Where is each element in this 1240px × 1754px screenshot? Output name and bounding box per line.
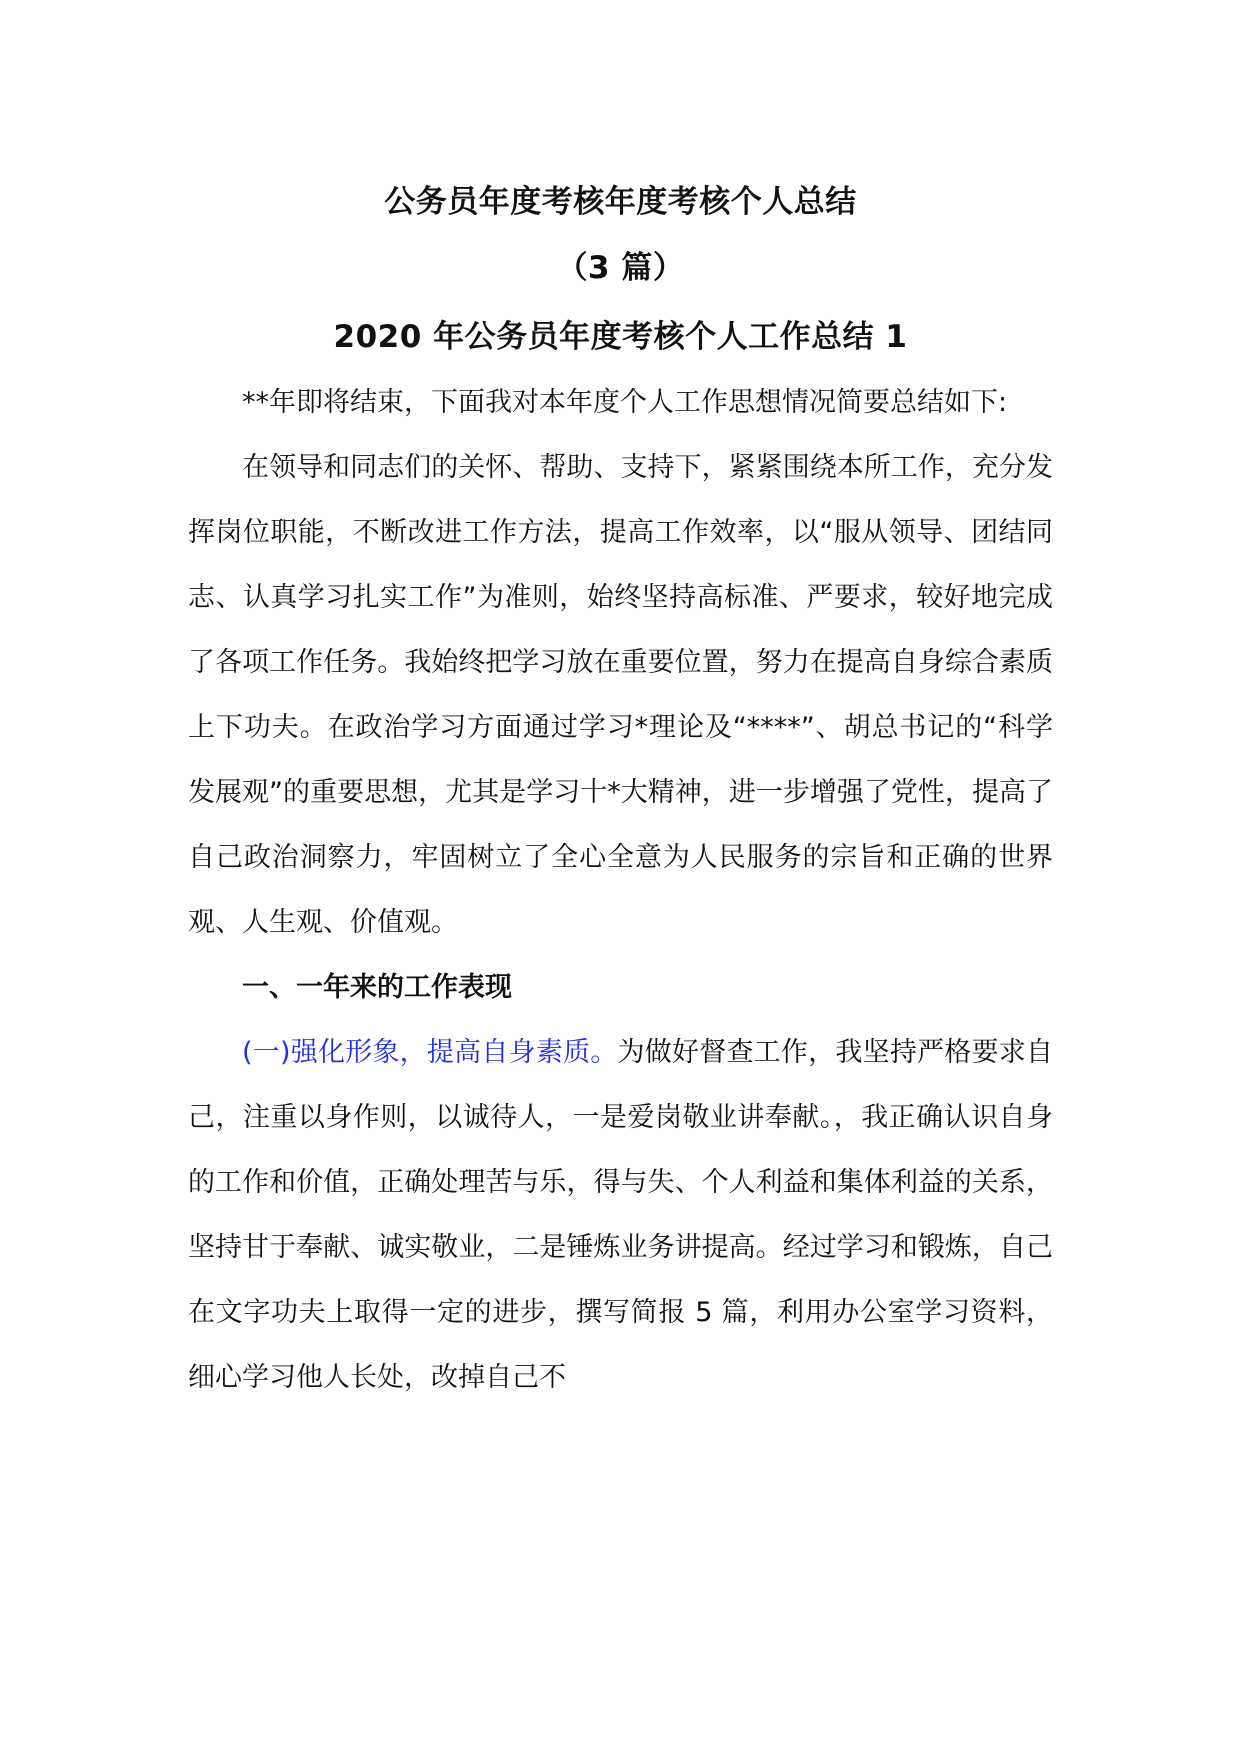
document-title: 公务员年度考核年度考核个人总结 — [384, 184, 857, 220]
paragraph-body: 为做好督查工作，我坚持严格要求自己，注重以身作则，以诚待人，一是爱岗敬业讲奉献。，我正确认识自身的工作和价值，正确处理苦与乐，得与失、个人利益和集体利益的关系，坚持甘于奉献、诚实敬业，二是锤炼业务讲提高。经过学习和锻炼，自己在文字功夫上取得一定的进步，撰写简报 5 篇，利用办公室学习资料，细心学习他人长处，改掉自己不 — [188, 1037, 1053, 1393]
paragraph-highlight: (一)强化形象，提高自身素质。 — [242, 1037, 618, 1068]
document-subtitle: 2020 年公务员年度考核个人工作总结 1 — [333, 319, 908, 355]
section-heading: 一、一年来的工作表现 — [242, 972, 512, 1003]
paragraph-section-one — [188, 1020, 1053, 1410]
paragraph-summary: 在领导和同志们的关怀、帮助、支持下，紧紧围绕本所工作，充分发挥岗位职能，不断改进工作方法，提高工作效率，以“服从领导、团结同志、认真学习扎实工作”为准则，始终坚持高标准、严要求，较好地完成了各项工作任务。我始终把学习放在重要位置，努力在提高自身综合素质上下功夫。在政治学习方面通过学习*理论及“****”、胡总书记的“科学发展观”的重要思想，尤其是学习十*大精神，进一步增强了党性，提高了自己政治洞察力，牢固树立了全心全意为人民服务的宗旨和正确的世界观、人生观、价值观。 — [188, 452, 1053, 938]
document-title-count: （3 篇） — [556, 250, 685, 286]
paragraph-intro: **年即将结束，下面我对本年度个人工作思想情况简要总结如下: — [242, 387, 1008, 418]
document-body — [188, 172, 1053, 1410]
